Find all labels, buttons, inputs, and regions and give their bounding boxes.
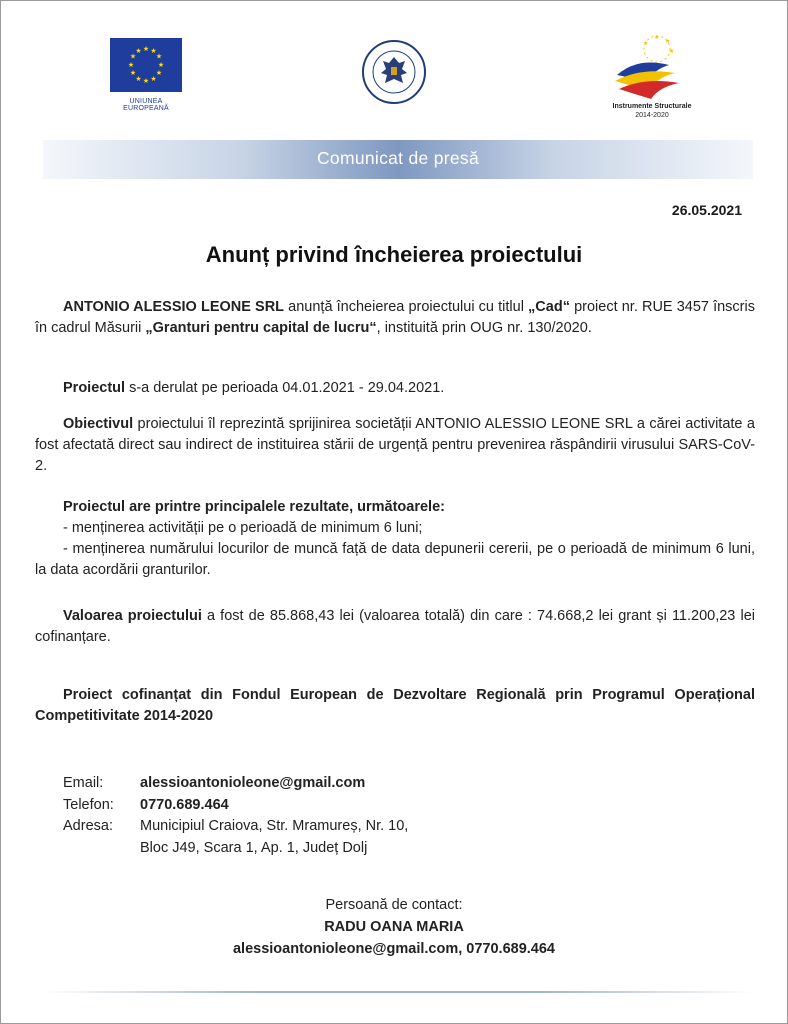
banner-title: Comunicat de presă xyxy=(316,148,479,168)
eu-flag-icon xyxy=(110,38,182,92)
svg-text:★: ★ xyxy=(665,38,671,45)
measure-name: „Granturi pentru capital de lucru“ xyxy=(145,320,377,336)
svg-text:★: ★ xyxy=(142,45,150,53)
contact-person-name: RADU OANA MARIA xyxy=(324,919,464,935)
result-item: - menținerea numărului locurilor de muncă față de data depunerii cererii, pe o perioadă de minimum 6 luni, la data acordării granturilor. xyxy=(35,541,755,578)
objective-text: proiectului îl reprezintă sprijinirea societății ANTONIO ALESSIO LEONE SRL a cărei activitate a fost afectată direct sau indirect de instituirea stării de urgență pentru prevenirea răspândirii virusului SARS-CoV-2. xyxy=(35,416,755,474)
company-name: ANTONIO ALESSIO LEONE SRL xyxy=(63,299,285,315)
cofinance-statement xyxy=(35,685,755,727)
eu-logo xyxy=(110,38,182,114)
contact-person xyxy=(1,894,787,960)
p1-text2: proiect nr. RUE 3457 înscris în cadrul Măsurii xyxy=(35,299,755,336)
paragraph-results xyxy=(35,497,755,581)
email-label: Email: xyxy=(63,775,104,791)
contact-details xyxy=(63,773,408,859)
document-title: Anunț privind încheierea proiectului xyxy=(205,242,583,267)
paragraph-value xyxy=(35,606,755,648)
svg-text:★: ★ xyxy=(150,75,157,83)
bottom-divider xyxy=(43,991,753,993)
paragraph-objective xyxy=(35,414,755,477)
svg-text:★: ★ xyxy=(157,61,165,69)
period-text: s-a derulat pe perioada 04.01.2021 - 29.04.2021. xyxy=(125,380,445,396)
paragraph-announcement xyxy=(35,297,755,339)
contact-person-details: alessioantonioleone@gmail.com, 0770.689.464 xyxy=(232,941,555,957)
value-label: Valoarea proiectului xyxy=(63,608,202,624)
period-label: Proiectul xyxy=(63,380,126,396)
paragraph-period xyxy=(35,378,755,399)
cofinance-text: Proiect cofinanțat din Fondul European de Dezvoltare Regională prin Programul Operațional Competitivitate 2014-2020 xyxy=(35,687,755,724)
government-seal-icon xyxy=(361,39,427,105)
objective-label: Obiectivul xyxy=(63,416,134,432)
release-date: 26.05.2021 xyxy=(671,202,742,218)
phone-label: Telefon: xyxy=(63,796,114,813)
svg-text:★: ★ xyxy=(150,47,157,55)
svg-text:★: ★ xyxy=(654,35,660,41)
value-text: a fost de 85.868,43 lei (valoarea totală) din care : 74.668,2 lei grant și 11.200,23 lei cofinanțare. xyxy=(35,608,755,645)
svg-text:★: ★ xyxy=(142,77,150,85)
press-release-banner xyxy=(43,140,753,179)
address-line1: Municipiul Craiova, Str. Mramureș, Nr. 10, xyxy=(140,818,409,834)
results-heading: Proiectul are printre principalele rezultate, următoarele: xyxy=(63,499,445,515)
address-line2: Bloc J49, Scara 1, Ap. 1, Județ Dolj xyxy=(140,839,368,856)
is-caption-line2: 2014-2020 xyxy=(635,112,669,119)
p1-text3: , instituită prin OUG nr. 130/2020. xyxy=(376,320,592,336)
svg-text:★: ★ xyxy=(155,69,163,77)
is-caption-line1: Instrumente Structurale xyxy=(612,103,692,110)
svg-text:★: ★ xyxy=(127,61,135,69)
email-value[interactable]: alessioantonioleone@gmail.com xyxy=(140,775,366,791)
svg-text:★: ★ xyxy=(129,52,137,61)
result-item: - menținerea activității pe o perioadă de minimum 6 luni; xyxy=(63,520,423,536)
svg-text:★: ★ xyxy=(129,69,137,77)
eu-caption: UNIUNEA EUROPEANĂ xyxy=(123,98,169,112)
contact-person-label: Persoană de contact: xyxy=(325,897,463,913)
svg-text:★: ★ xyxy=(135,75,142,83)
address-label: Adresa: xyxy=(63,818,113,834)
svg-text:★: ★ xyxy=(135,47,142,55)
instrumente-structurale-logo xyxy=(597,35,707,125)
instrumente-structurale-icon xyxy=(597,35,707,101)
phone-value: 0770.689.464 xyxy=(140,796,229,813)
svg-text:★: ★ xyxy=(155,52,163,61)
svg-text:★: ★ xyxy=(669,48,675,55)
svg-text:★: ★ xyxy=(643,40,649,47)
p1-text1: anunță încheierea proiectului cu titlul xyxy=(284,299,529,315)
project-title: „Cad“ xyxy=(528,299,570,315)
